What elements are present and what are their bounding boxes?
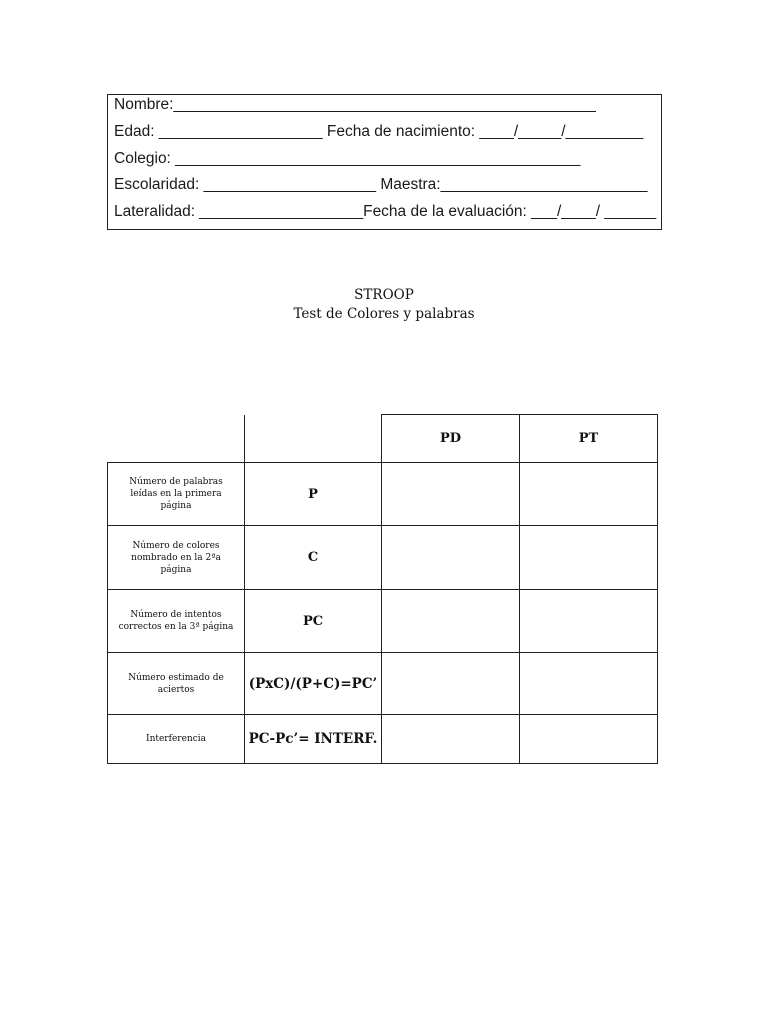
row-description: Número de colores nombrado en la 2ªa página xyxy=(108,526,245,590)
header-pd: PD xyxy=(382,415,520,463)
title-stroop: STROOP xyxy=(354,287,414,303)
document-title xyxy=(0,286,768,324)
pt-input-cell[interactable] xyxy=(520,463,658,526)
row-description: Interferencia xyxy=(108,715,245,764)
row-description: Número de intentos correctos en la 3ª página xyxy=(108,590,245,653)
row-symbol: (PxC)/(P+C)=PC’ xyxy=(245,653,382,715)
row-symbol: PC-Pc’= INTERF. xyxy=(245,715,382,764)
row-description: Número estimado de aciertos xyxy=(108,653,245,715)
row-symbol: P xyxy=(245,463,382,526)
header-pt: PT xyxy=(520,415,658,463)
table-row xyxy=(108,526,658,590)
table-row xyxy=(108,463,658,526)
escolaridad-maestra-field[interactable]: Escolaridad: ____________________ Maestra:________________________ xyxy=(114,176,648,193)
pd-input-cell[interactable] xyxy=(382,463,520,526)
student-info-box xyxy=(107,94,662,230)
row-symbol: PC xyxy=(245,590,382,653)
pd-input-cell[interactable] xyxy=(382,590,520,653)
pd-input-cell[interactable] xyxy=(382,715,520,764)
blank-cell xyxy=(108,415,245,463)
nombre-field[interactable]: Nombre:_________________________________________________ xyxy=(114,96,596,113)
row-description: Número de palabras leídas en la primera página xyxy=(108,463,245,526)
pt-input-cell[interactable] xyxy=(520,590,658,653)
colegio-field[interactable]: Colegio: _______________________________________________ xyxy=(114,150,581,167)
pd-input-cell[interactable] xyxy=(382,653,520,715)
row-symbol: C xyxy=(245,526,382,590)
pt-input-cell[interactable] xyxy=(520,715,658,764)
table-row xyxy=(108,715,658,764)
edad-fecha-nacimiento-field[interactable]: Edad: ___________________ Fecha de nacimiento: ____/_____/_________ xyxy=(114,123,644,140)
table-row xyxy=(108,590,658,653)
subtitle: Test de Colores y palabras xyxy=(293,306,475,322)
scores-table xyxy=(107,414,658,764)
pd-input-cell[interactable] xyxy=(382,526,520,590)
table-row xyxy=(108,653,658,715)
lateralidad-fecha-evaluacion-field[interactable]: Lateralidad: ___________________Fecha de la evaluación: ___/____/ ______ xyxy=(114,203,657,220)
blank-cell xyxy=(245,415,382,463)
header-row xyxy=(108,415,658,463)
pt-input-cell[interactable] xyxy=(520,526,658,590)
pt-input-cell[interactable] xyxy=(520,653,658,715)
